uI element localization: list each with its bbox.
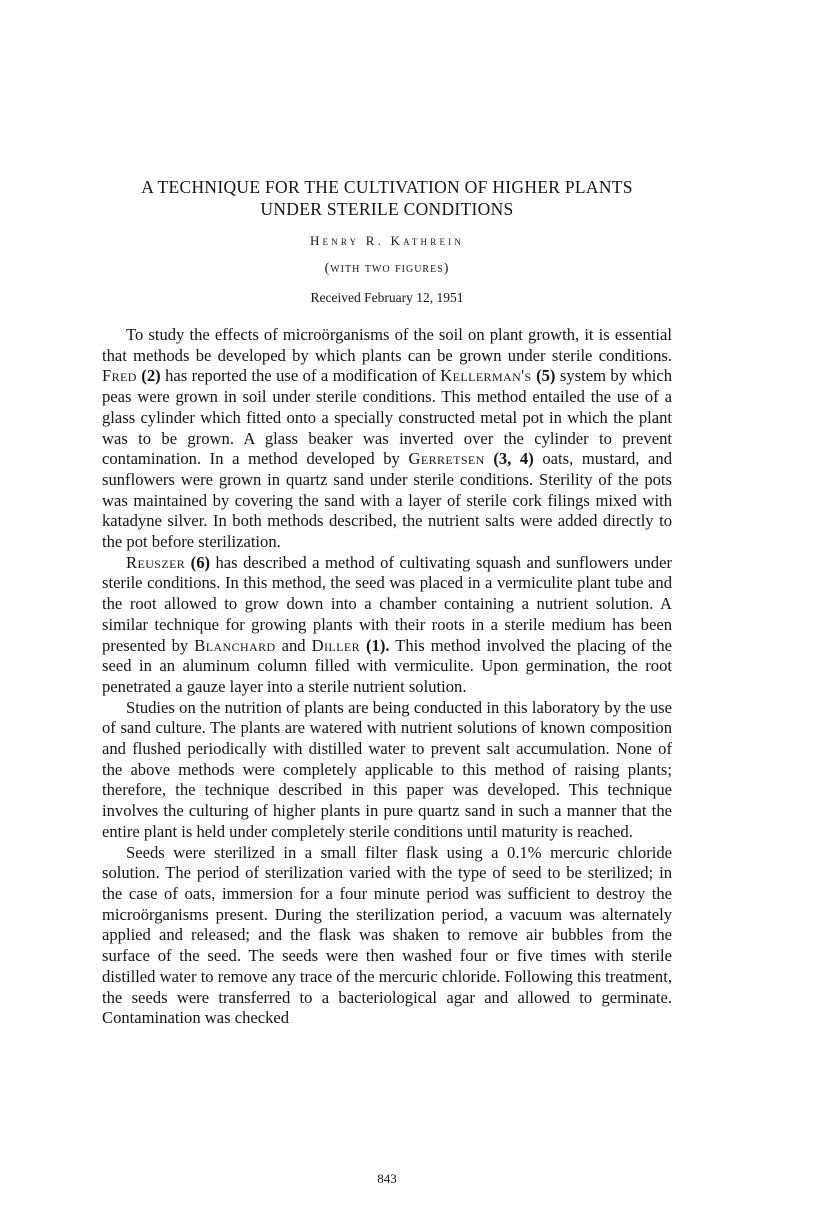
article-body: [102, 325, 672, 1029]
title-line-2: UNDER STERILE CONDITIONS: [260, 199, 514, 219]
page-number: 843: [377, 1171, 397, 1186]
paragraph-2: Reuszer (6) has described a method of cultivating squash and sunflowers under sterile conditions. In this method, the seed was placed in a vermiculite plant tube and the root allowed to grow down into a chamber containing a nutrient solution. A similar technique for growing plants with their roots in a sterile medium has been presented by Blanchard and Diller (1). This method involved the placing of the seed in an aluminum column filled with vermiculite. Upon germination, the root penetrated a gauze layer into a sterile nutrient solution.: [102, 552, 672, 696]
author-ref-gerretsen: Gerretsen: [408, 449, 485, 469]
figures-note: (with two figures): [324, 261, 450, 276]
citation-1: (1).: [366, 635, 390, 655]
citation-2: (2): [141, 366, 161, 386]
author-ref-diller: Diller: [311, 635, 360, 655]
author-ref-reuszer: Reuszer: [126, 552, 186, 572]
author-name: Henry R. Kathrein: [309, 233, 465, 248]
article-title: [102, 176, 672, 220]
citation-3-4: (3, 4): [493, 449, 534, 469]
paragraph-1: To study the effects of microörganisms of the soil on plant growth, it is essential that methods be developed by which plants can be grown under sterile conditions. Fred (2) has reported the use of a modification of Kellerman's (5) system by which peas were grown in soil under sterile conditions. This method entailed the use of a glass cylinder which fitted onto a specially constructed metal pot in which the plant was to be grown. A glass beaker was inverted over the cylinder to prevent contamination. In a method developed by Gerretsen (3, 4) oats, mustard, and sunflowers were grown in quartz sand under sterile conditions. Sterility of the pots was maintained by covering the sand with a layer of sterile cork filings mixed with katadyne silver. In both methods described, the nutrient salts were added directly to the pot before sterilization.: [102, 325, 673, 552]
paragraph-3: Studies on the nutrition of plants are being conducted in this laboratory by the use of sand culture. The plants are watered with nutrient solutions of known composition and flushed periodically with distilled water to prevent salt accumulation. None of the above methods were completely applicable to this method of raising plants; therefore, the technique described in this paper was developed. This technique involves the culturing of higher plants in pure quartz sand in such a manner that the entire plant is held under completely sterile conditions until maturity is reached.: [102, 697, 672, 841]
paragraph-4: Seeds were sterilized in a small filter flask using a 0.1% mercuric chloride solution. The period of sterilization varied with the type of seed to be sterilized; in the case of oats, immersion for a four minute period was sufficient to destroy the microörganisms present. During the sterilization period, a vacuum was alternately applied and released; and the flask was shaken to remove air bubbles from the surface of the seed. The seeds were then washed four or five times with sterile distilled water to remove any trace of the mercuric chloride. Following this treatment, the seeds were transferred to a bacteriological agar and allowed to germinate. Contamination was checked: [102, 842, 672, 1028]
author-ref-fred: Fred: [102, 366, 137, 386]
author-ref-kellerman: Kellerman's: [440, 366, 532, 386]
citation-6: (6): [190, 552, 211, 572]
author-ref-blanchard: Blanchard: [194, 635, 276, 655]
received-date: Received February 12, 1951: [310, 290, 464, 305]
citation-5: (5): [536, 366, 556, 386]
title-line-1: A TECHNIQUE FOR THE CULTIVATION OF HIGHER PLANTS: [141, 177, 633, 197]
